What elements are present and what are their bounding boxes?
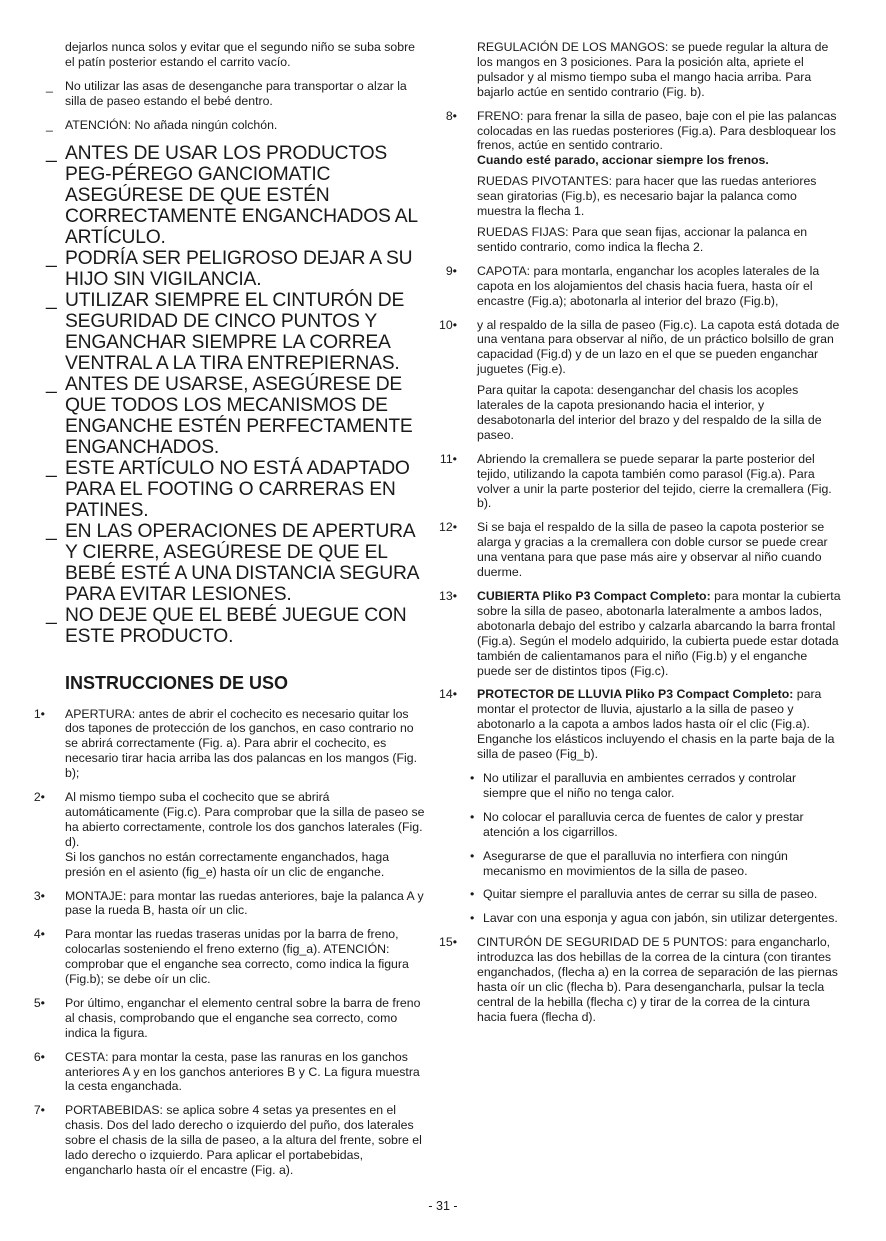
- intro-text: dejarlos nunca solos y evitar que el segundo niño se suba sobre el patín posterior estando el carrito vacío.: [65, 40, 416, 69]
- instruction-text: para montar la cubierta sobre la silla de paseo, abotonarla lateralmente a ambos lados, abotonarla debajo del estribo y calzarla abarcando la barra frontal (Fig.a). Según el modelo adquirido, la cubierta puede estar dotada también de calientamanos para el niño (Fig.b) y el enganche puede ser de distintos tipos (Fig.c).: [477, 589, 841, 678]
- bullet-mark: •: [470, 809, 475, 824]
- instruction-text: Por último, enganchar el elemento central sobre la barra de freno al chasis, comprobando que el enganche sea correcto, como indica la figura.: [65, 995, 421, 1040]
- section-heading: INSTRUCCIONES DE USO: [65, 672, 289, 693]
- warning-mark: _: [46, 246, 57, 268]
- fixed-wheels-paragraph: RUEDAS FIJAS: Para que sean fijas, accionar la palanca en sentido contrario, como indica la flecha 2.: [477, 224, 808, 254]
- bullet-mark: •: [470, 911, 475, 926]
- instruction-item: [33, 706, 426, 782]
- bullet-text: Lavar con una esponja y agua con jabón, sin utilizar detergentes.: [483, 911, 838, 926]
- instruction-number: 15•: [439, 935, 457, 950]
- instruction-number: 12•: [439, 520, 457, 535]
- instruction-text: PORTABEBIDAS: se aplica sobre 4 setas ya presentes en el chasis. Dos del lado derecho o izquierdo del puño, dos laterales sobre el chasis de la silla de paseo, a la altura del frente, sobre el lado derecho o izquierdo. Para aplicar el portabebidas, engancharlo hasta oír el encastre (Fig. a).: [65, 1103, 422, 1177]
- instruction-number: 10•: [439, 317, 457, 332]
- instruction-number: 6•: [33, 1049, 45, 1064]
- instruction-item: [439, 935, 842, 1024]
- instruction-text: para montar el protector de lluvia, ajustarlo a la silla de paseo y abotonarlo a la capota a ambos lados hasta oír el clic (Fig.a). Enganche los elásticos incluyendo el chasis en la parte baja de la silla de paseo (Fig_b).: [477, 687, 835, 762]
- warning-mark: _: [46, 141, 57, 163]
- pivot-wheels-paragraph: RUEDAS PIVOTANTES: para hacer que las ruedas anteriores sean giratorias (Fig.b), es necesario bajar la palanca como muestra la flecha 1.: [477, 174, 817, 219]
- remove-hood-paragraph: Para quitar la capota: desenganchar del chasis los acoples laterales de la capota presionando hacia el interior, y desabotonarla del interior del brazo y del respaldo de la silla de paseo.: [477, 383, 822, 442]
- instruction-number: 14•: [439, 687, 457, 702]
- instruction-item: [33, 1049, 426, 1095]
- warning-item: [46, 248, 426, 290]
- intro-item: [46, 40, 426, 70]
- warnings-list: [46, 143, 426, 647]
- bullet-mark: •: [470, 887, 475, 902]
- instruction-item: [445, 263, 842, 309]
- instruction-item: [33, 927, 426, 987]
- warning-mark: _: [46, 603, 57, 625]
- instruction-text: CAPOTA: para montarla, enganchar los acoples laterales de la capota en los alojamientos del chasis hacia fuera, hasta oír el encastre (Fig.a); abotonarla al interior del brazo (Fig.b),: [477, 263, 820, 308]
- instruction-number: 5•: [33, 995, 45, 1010]
- instruction-title: CUBIERTA Pliko P3 Compact Completo:: [477, 589, 711, 603]
- instruction-text: CINTURÓN DE SEGURIDAD DE 5 PUNTOS: para engancharlo, introduzca las dos hebillas de la correa de la cintura (con tirantes enganchados, (flecha a) en la correa de separación de las piernas hasta oír un clic (flecha b). Para desengancharla, pulsar la tecla central de la hebilla (flecha c) y tirar de la correa de la cintura hacia fuera (flecha d).: [477, 935, 838, 1024]
- bullet-text: Asegurarse de que el paralluvia no interfiera con ningún mecanismo en movimientos de la silla de paseo.: [483, 848, 788, 878]
- bullet-item: [458, 771, 842, 801]
- instruction-item: [445, 108, 842, 169]
- warning-text: EN LAS OPERACIONES DE APERTURA Y CIERRE, ASEGÚRESE DE QUE EL BEBÉ ESTÉ A UNA DISTANCIA SEGURA PARA EVITAR LESIONES.: [65, 520, 419, 605]
- bullet-item: [458, 887, 842, 902]
- warning-text: PODRÍA SER PELIGROSO DEJAR A SU HIJO SIN VIGILANCIA.: [65, 247, 413, 290]
- instruction-text: Para montar las ruedas traseras unidas por la barra de freno, colocarlas sosteniendo el freno externo (fig_a). ATENCIÓN: comprobar que el enganche sea correcto, como indica la figura (Fig.b); se debe oír un clic.: [65, 927, 409, 987]
- warning-text: ANTES DE USARSE, ASEGÚRESE DE QUE TODOS LOS MECANISMOS DE ENGANCHE ESTÉN PERFECTAMENTE ENGANCHADOS.: [65, 373, 413, 458]
- warning-text: ANTES DE USAR LOS PRODUCTOS PEG-PÉREGO GANCIOMATIC ASEGÚRESE DE QUE ESTÉN CORRECTAMENTE ENGANCHADOS AL ARTÍCULO.: [65, 142, 418, 248]
- page-number: - 31 -: [428, 1199, 458, 1213]
- bullet-mark: •: [470, 848, 475, 863]
- intro-mark: _: [46, 117, 53, 132]
- bullet-text: No utilizar el paralluvia en ambientes cerrados y controlar siempre que el niño no tenga calor.: [483, 770, 797, 800]
- instruction-number: 7•: [33, 1103, 45, 1118]
- instruction-number: 2•: [33, 790, 45, 805]
- instruction-item: [439, 589, 842, 678]
- warning-item: [46, 458, 426, 521]
- warning-text: NO DEJE QUE EL BEBÉ JUEGUE CON ESTE PRODUCTO.: [65, 604, 407, 647]
- instruction-text: APERTURA: antes de abrir el cochecito es necesario quitar los dos tapones de protección de los ganchos, en caso contrario no se abrirá correctamente (Fig. a). Para abrir el cochecito, es necesario tirar hacia arriba las dos palancas en los mangos (Fig. b);: [65, 706, 418, 781]
- bullet-mark: •: [470, 770, 475, 785]
- intro-item: [46, 118, 426, 133]
- warning-mark: _: [46, 372, 57, 394]
- intro-text: No utilizar las asas de desenganche para transportar o alzar la silla de paseo estando el bebé dentro.: [65, 78, 407, 108]
- instruction-item: [33, 1103, 426, 1178]
- bullet-item: [458, 849, 842, 879]
- instruction-text: y al respaldo de la silla de paseo (Fig.c). La capota está dotada de una ventana para observar al niño, de un práctico bolsillo de gran capacidad (Fig.d) y de un lazo en el que se pueden enganchar juguetes (Fig.e).: [477, 317, 840, 377]
- warning-mark: _: [46, 456, 57, 478]
- warning-text: ESTE ARTÍCULO NO ESTÁ ADAPTADO PARA EL FOOTING O CARRERAS EN PATINES.: [65, 457, 410, 521]
- instruction-number: 13•: [439, 589, 457, 603]
- intro-item: [46, 79, 426, 109]
- instruction-text: Si se baja el respaldo de la silla de paseo la capota posterior se alarga y gracias a la cremallera con doble cursor se puede crear una ventana para que pase más aire y observar al niño cuando duerme.: [477, 520, 828, 580]
- instruction-item: [439, 451, 842, 512]
- bullet-text: Quitar siempre el paralluvia antes de cerrar su silla de paseo.: [483, 887, 818, 902]
- intro-text: ATENCIÓN: No añada ningún colchón.: [65, 117, 278, 132]
- bullet-item: [458, 810, 842, 840]
- warning-mark: _: [46, 288, 57, 310]
- instruction-text: MONTAJE: para montar las ruedas anteriores, baje la palanca A y pase la rueda B, hasta oír un clic.: [65, 888, 424, 918]
- instruction-number: 1•: [33, 706, 45, 721]
- warning-item: [46, 290, 426, 374]
- instruction-item: [33, 888, 426, 919]
- instruction-item: [33, 995, 426, 1041]
- instruction-number: 11•: [439, 451, 457, 466]
- bullet-text: No colocar el paralluvia cerca de fuentes de calor y prestar atención a los cigarrillos.: [483, 809, 804, 839]
- left-column: [33, 40, 426, 1187]
- warning-item: [46, 605, 426, 647]
- brake-note: Cuando esté parado, accionar siempre los frenos.: [477, 153, 769, 168]
- instruction-text: Si los ganchos no están correctamente enganchados, haga presión en el asiento (fig_e) hasta oír un clic de enganche.: [65, 849, 390, 879]
- handles-paragraph: REGULACIÓN DE LOS MANGOS: se puede regular la altura de los mangos en 3 posiciones. Para la posición alta, apriete el pulsador y al mismo tiempo suba el mango hacia arriba. Para bajarlo actúe en sentido contrario (Fig. b).: [477, 40, 829, 99]
- instruction-text: CESTA: para montar la cesta, pase las ranuras en los ganchos anteriores A y en los ganchos anteriores B y C. La figura muestra la cesta enganchada.: [65, 1049, 420, 1094]
- instruction-number: 4•: [33, 927, 45, 942]
- intro-mark: _: [46, 78, 53, 93]
- warning-mark: _: [46, 519, 57, 541]
- instruction-title: PROTECTOR DE LLUVIA Pliko P3 Compact Completo:: [477, 687, 794, 702]
- warning-item: [46, 143, 426, 248]
- instruction-number: 8•: [445, 108, 457, 123]
- right-column: [439, 40, 842, 1034]
- instruction-item: [439, 317, 842, 378]
- warning-item: [46, 521, 426, 605]
- instruction-item: [33, 790, 426, 879]
- instruction-text: Al mismo tiempo suba el cochecito que se abrirá automáticamente (Fig.c). Para comprobar que la silla de paseo se ha abierto correctamente, controle los dos ganchos laterales (Fig. d).: [65, 790, 425, 849]
- warning-text: UTILIZAR SIEMPRE EL CINTURÓN DE SEGURIDAD DE CINCO PUNTOS Y ENGANCHAR SIEMPRE LA CORREA VENTRAL A LA TIRA ENTREPIERNAS.: [65, 289, 405, 374]
- instruction-item: [439, 520, 842, 580]
- warning-item: [46, 374, 426, 458]
- instruction-text: FRENO: para frenar la silla de paseo, baje con el pie las palancas colocadas en las ruedas posteriores (Fig.a). Para desbloquear los frenos, actúe en sentido contrario.: [477, 108, 837, 153]
- instruction-text: Abriendo la cremallera se puede separar la parte posterior del tejido, utilizando la capota también como parasol (Fig.a). Para volver a unir la parte posterior del tejido, cierre la cremallera (Fig. b).: [477, 451, 832, 511]
- bullet-item: [458, 911, 842, 926]
- instruction-number: 3•: [33, 888, 45, 903]
- instruction-number: 9•: [445, 263, 457, 278]
- instruction-item: [439, 687, 842, 762]
